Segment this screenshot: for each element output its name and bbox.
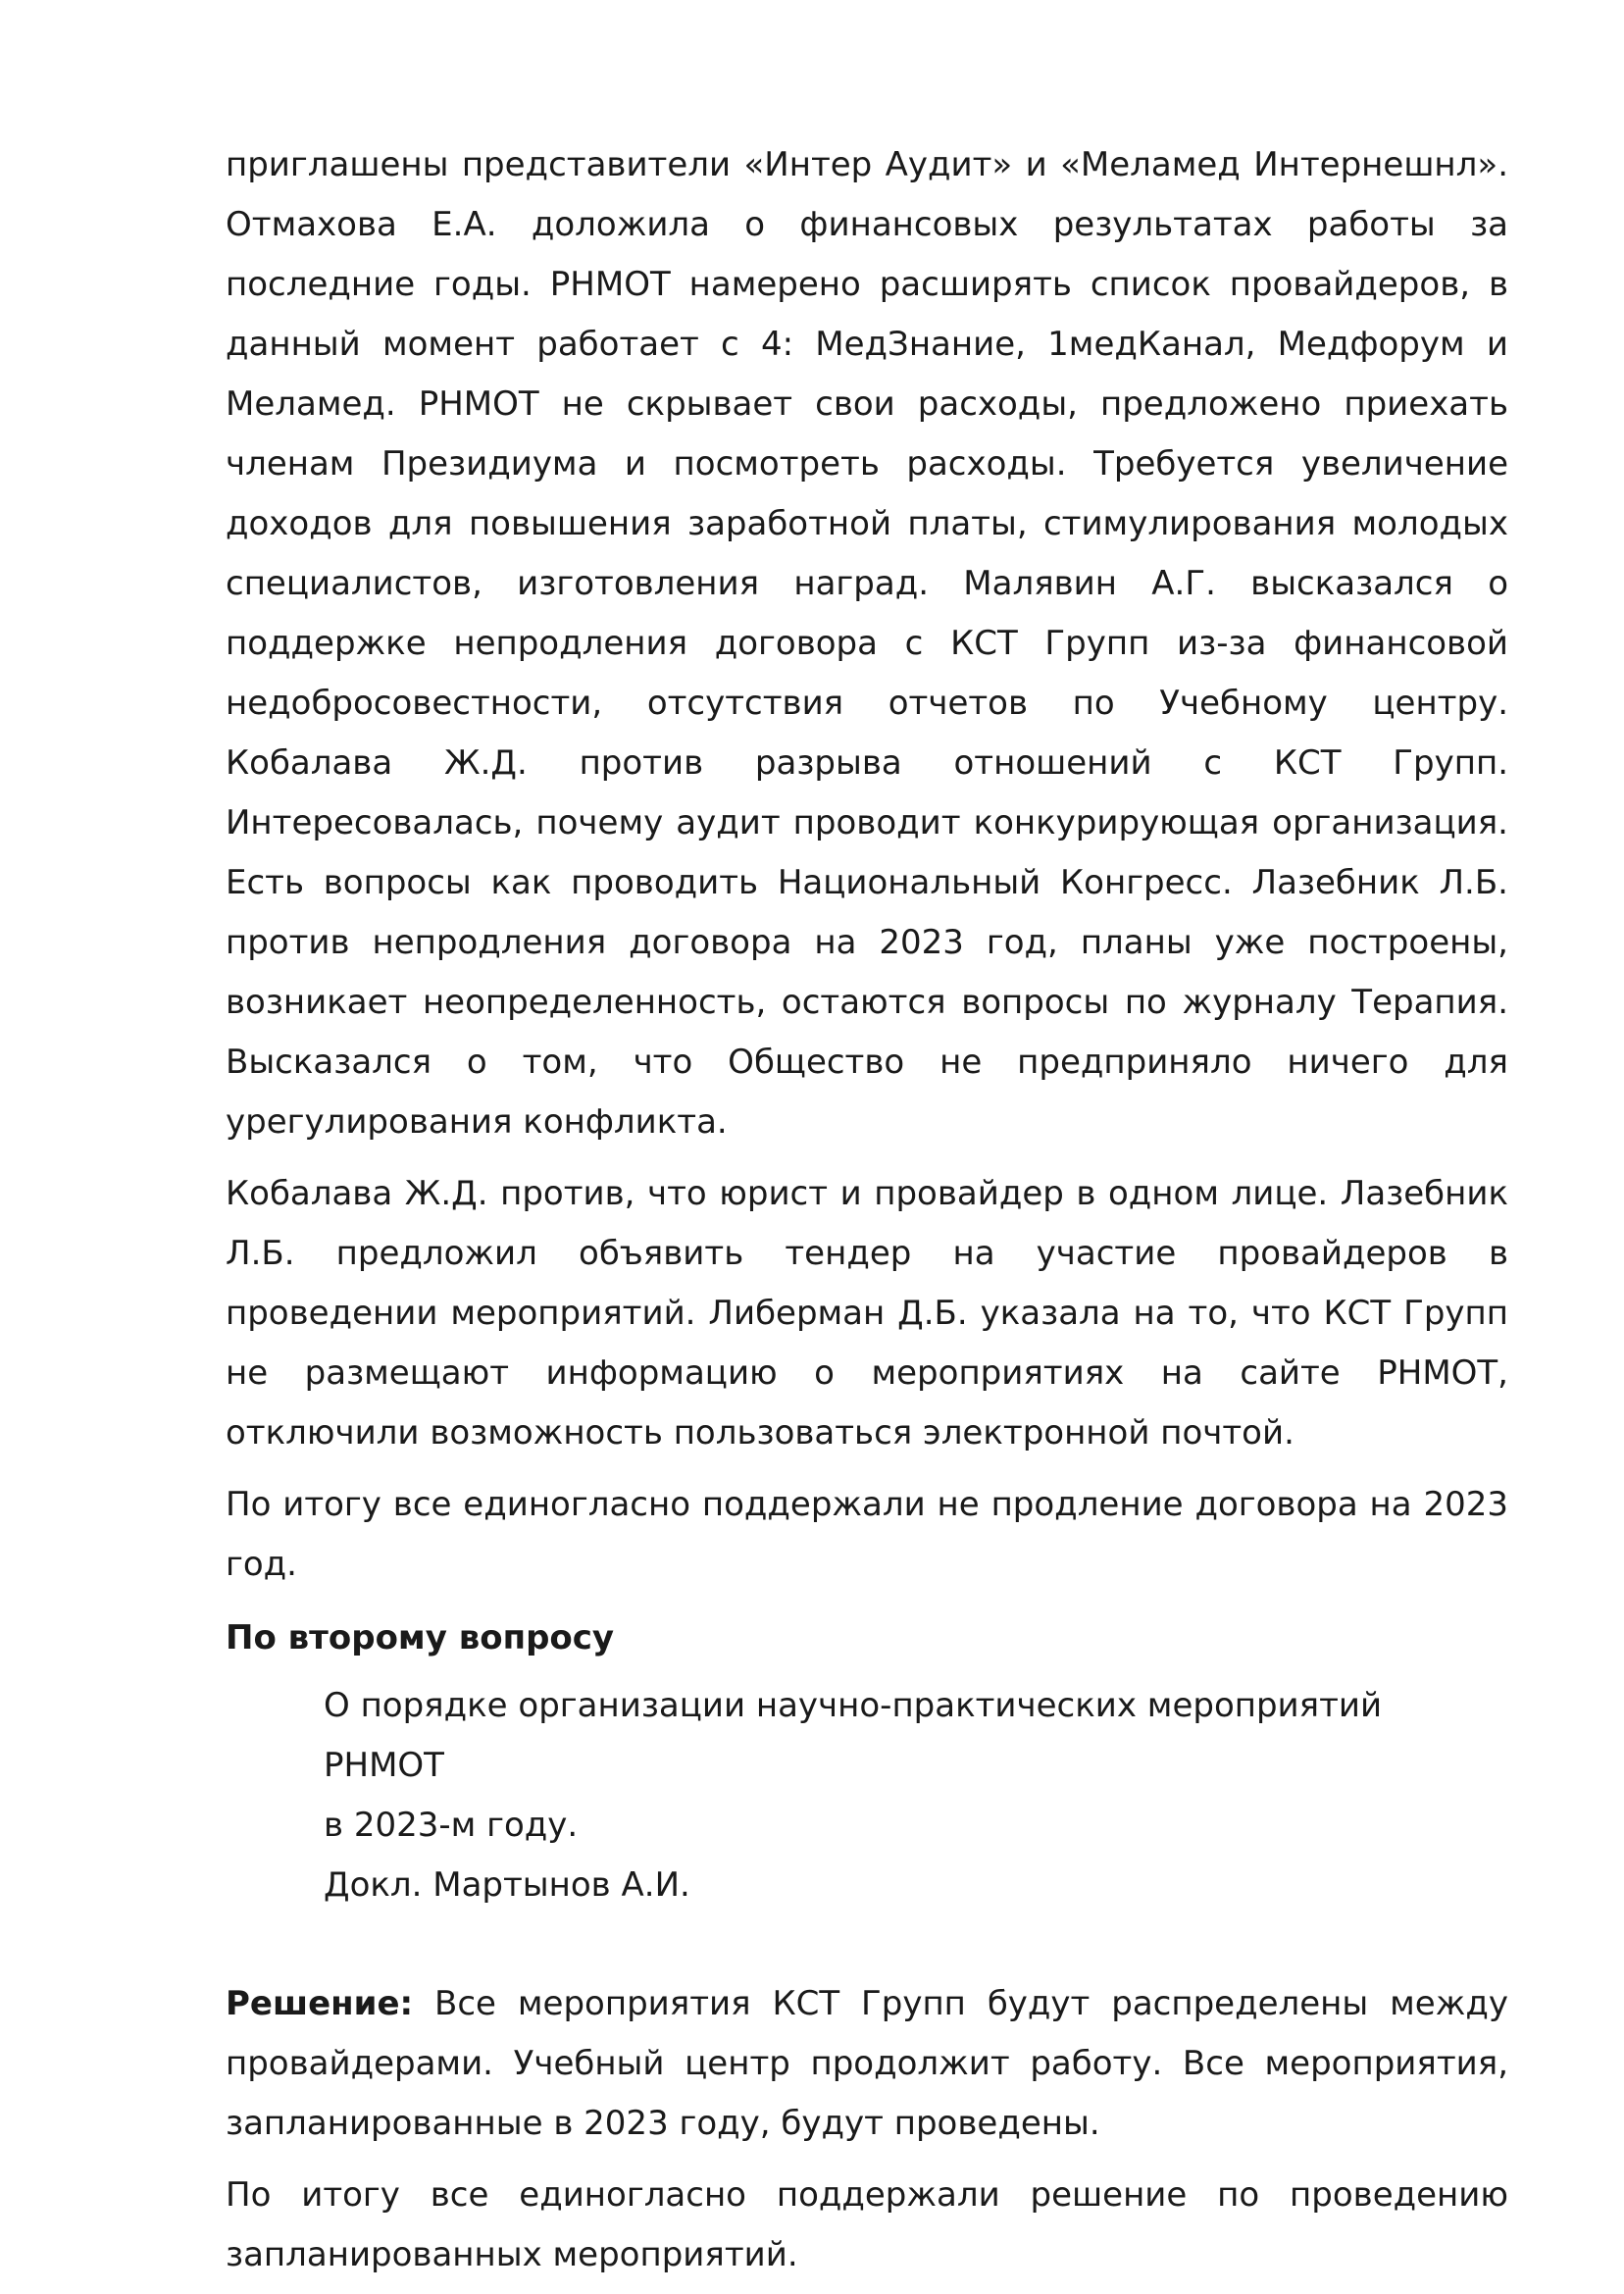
decision-text: Все мероприятия КСТ Групп будут распределены между провайдерами. Учебный центр продолжит работу. Все мероприятия, запланированные в 2023 году, будут проведены. [226, 1984, 1508, 2143]
agenda-topic-line-2: в 2023-м году. [324, 1806, 579, 1845]
decision-label: Решение: [226, 1984, 414, 2023]
final-vote-block [226, 2166, 1508, 2285]
decision-paragraph [226, 1974, 1508, 2154]
agenda-topic-line-1: О порядке организации научно-практических мероприятий РНМОТ [324, 1686, 1383, 1785]
paragraph-vote-result-1: По итогу все единогласно поддержали не продление договора на 2023 год. [226, 1485, 1508, 1584]
agenda-speaker: Докл. Мартынов А.И. [324, 1865, 690, 1905]
paragraph-objections: Кобалава Ж.Д. против, что юрист и провайдер в одном лице. Лазебник Л.Б. предложил объявить тендер на участие провайдеров в проведении мероприятий. Либерман Д.Б. указала на то, что КСТ Групп не размещают информацию о мероприятиях на сайте РНМОТ, отключили возможность пользоваться электронной почтой. [226, 1174, 1508, 1453]
agenda-item-second-question [324, 1676, 1508, 1915]
document-body [226, 135, 1508, 2285]
paragraph-vote-result-2: По итогу все единогласно поддержали решение по проведению запланированных мероприятий. [226, 2175, 1508, 2274]
paragraph-discussion: приглашены представители «Интер Аудит» и «Меламед Интернешнл». Отмахова Е.А. доложила о финансовых результатах работы за последние годы. РНМОТ намерено расширять список провайдеров, в данный момент работает с 4: МедЗнание, 1медКанал, Медфорум и Меламед. РНМОТ не скрывает свои расходы, предложено приехать членам Президиума и посмотреть расходы. Требуется увеличение доходов для повышения заработной платы, стимулирования молодых специалистов, изготовления наград. Малявин А.Г. высказался о поддержке непродления договора с КСТ Групп из-за финансовой недобросовестности, отсутствия отчетов по Учебному центру. Кобалава Ж.Д. против разрыва отношений с КСТ Групп. Интересовалась, почему аудит проводит конкурирующая организация. Есть вопросы как проводить Национальный Конгресс. Лазебник Л.Б. против непродления договора на 2023 год, планы уже построены, возникает неопределенность, остаются вопросы по журналу Терапия. Высказался о том, что Общество не предприняло ничего для урегулирования конфликта. [226, 145, 1508, 1142]
section-heading-second-question: По второму вопросу [226, 1618, 615, 1657]
